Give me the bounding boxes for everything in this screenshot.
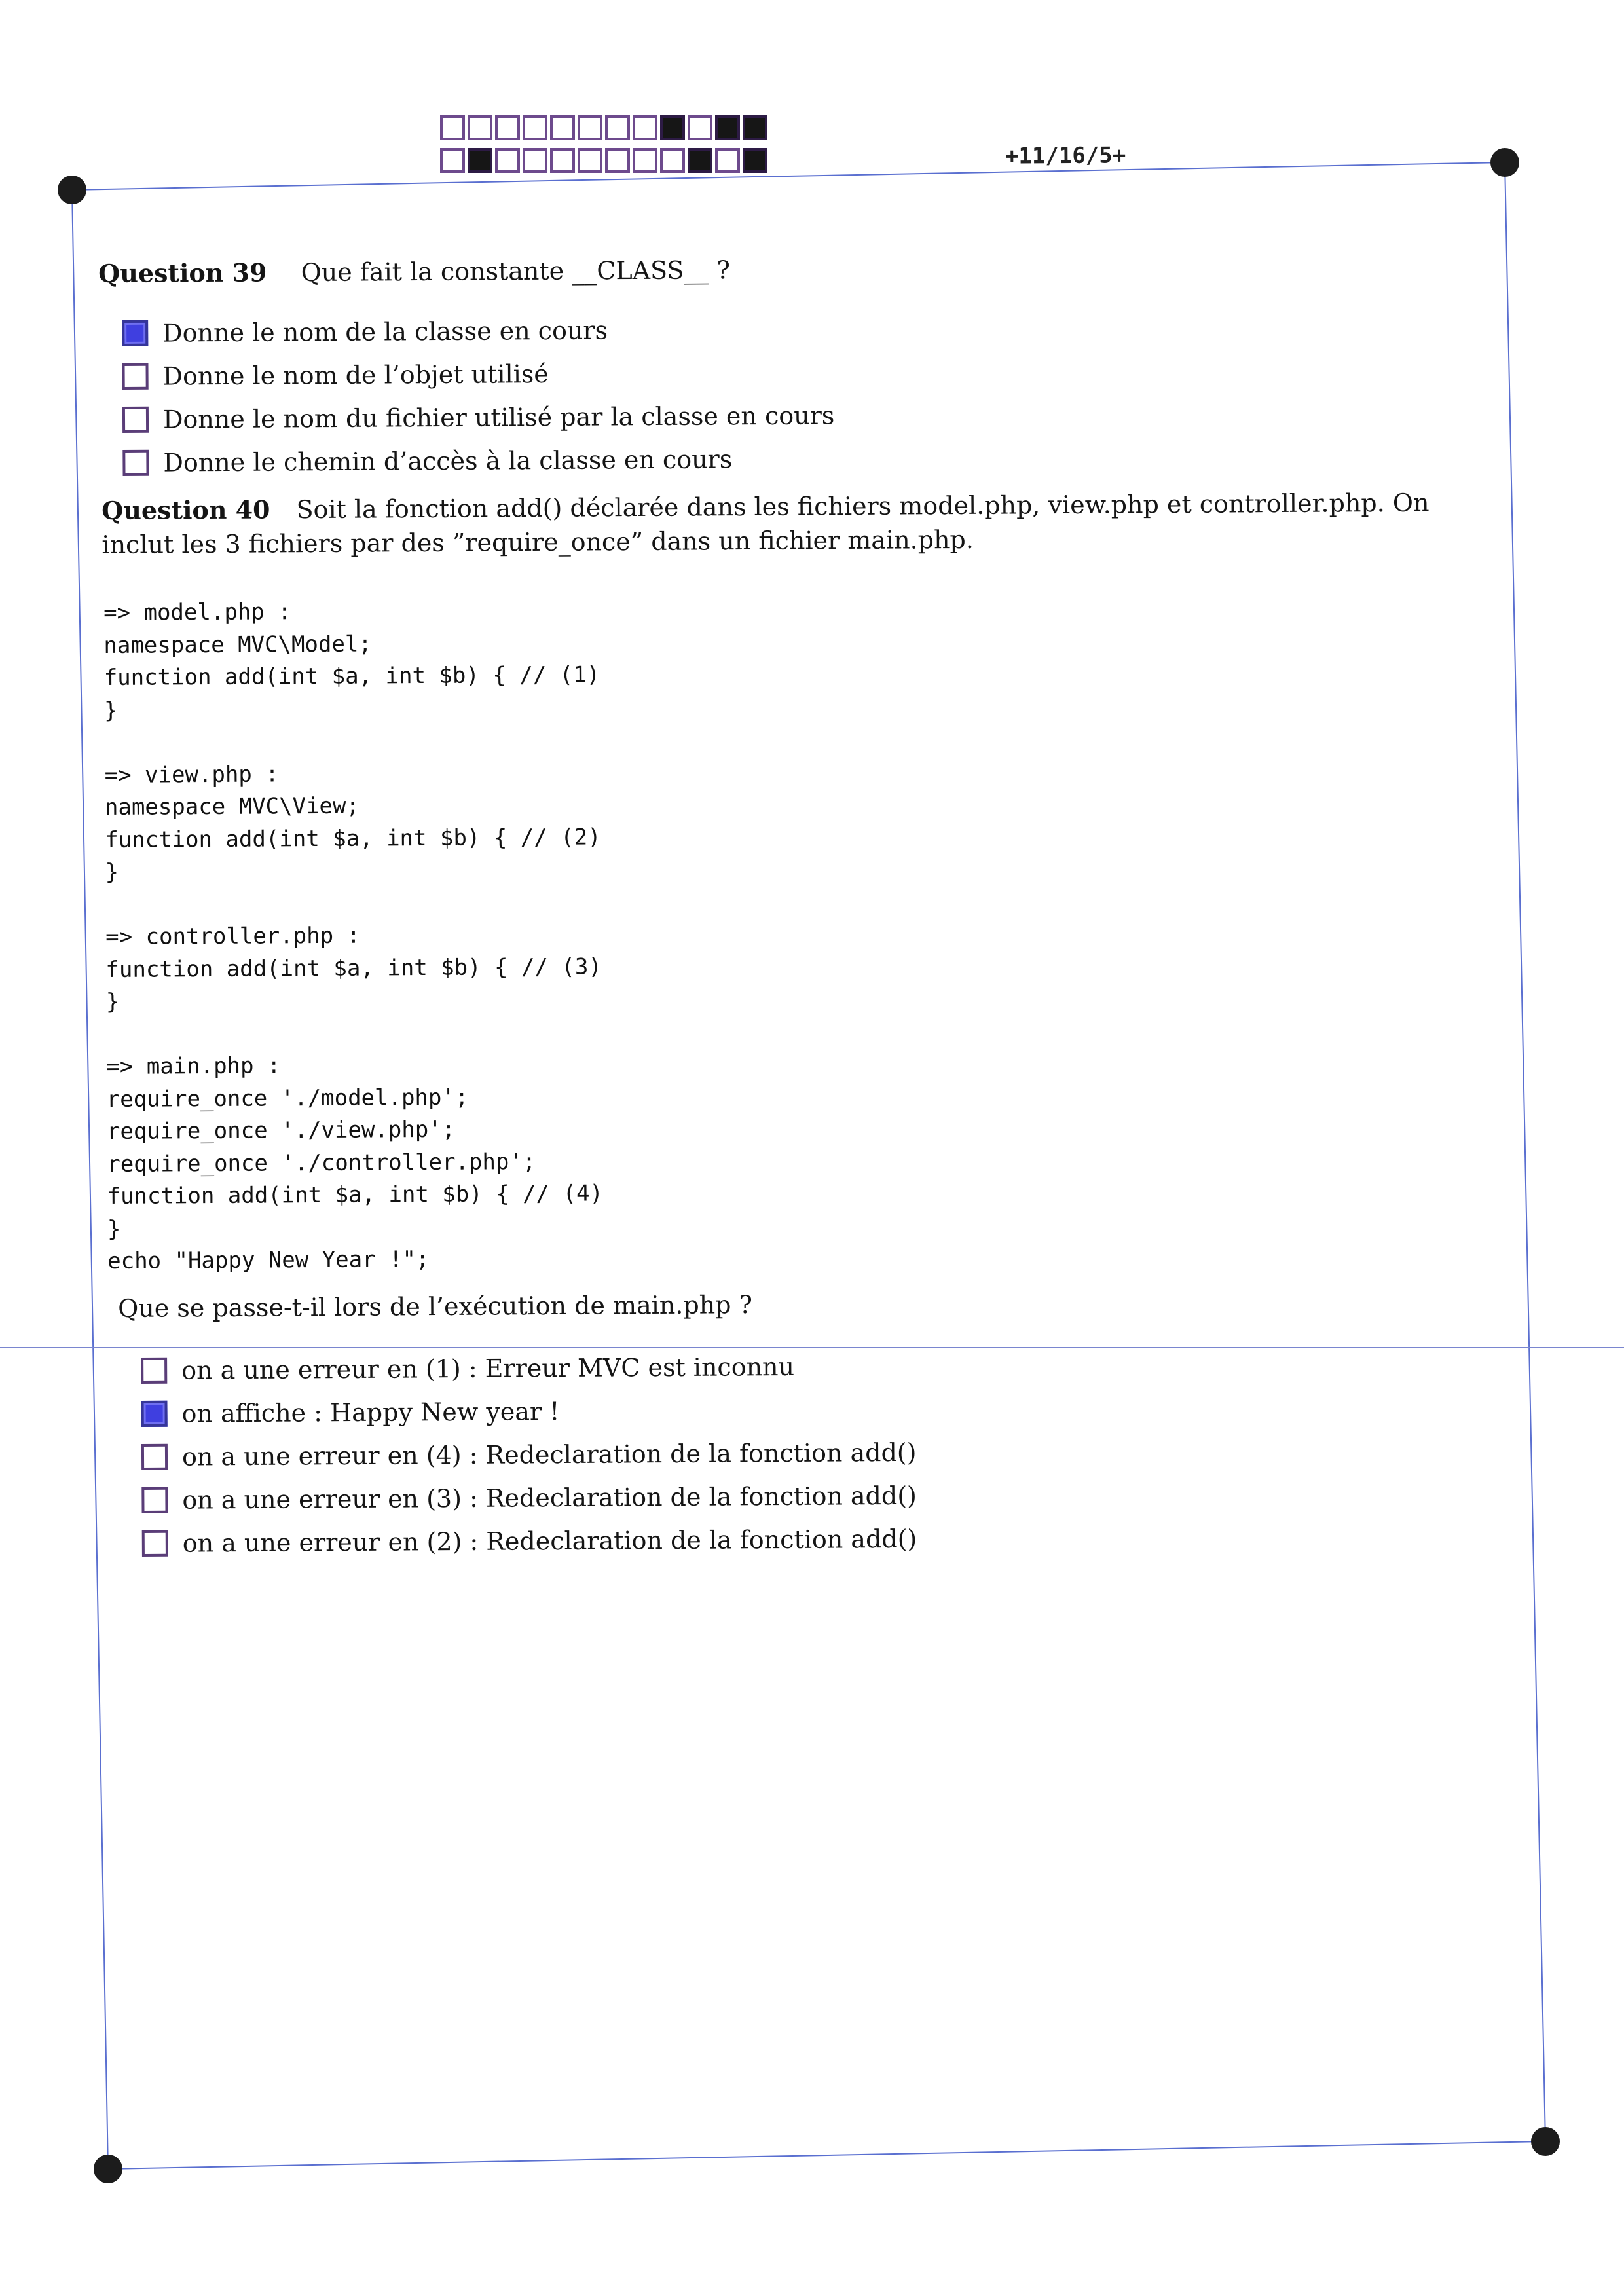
code-cell — [468, 148, 492, 173]
question-text: Que fait la constante __CLASS__ ? — [301, 255, 731, 287]
answer-choice-text: on a une erreur en (4) : Redeclaration de la fonction add() — [181, 1437, 917, 1472]
checked-checkbox[interactable] — [141, 1401, 167, 1427]
answer-choice[interactable] — [122, 350, 834, 398]
code-cell — [605, 115, 630, 140]
code-cell — [605, 148, 630, 173]
checkbox[interactable] — [122, 407, 149, 433]
question-label: Question 40 — [101, 494, 270, 525]
question-40-choices — [141, 1344, 917, 1565]
checkbox[interactable] — [141, 1444, 168, 1470]
question-39-choices — [122, 307, 835, 485]
frame-top-line — [72, 162, 1505, 190]
answer-choice[interactable] — [122, 437, 835, 485]
code-cell — [550, 115, 575, 140]
code-cell — [743, 115, 767, 140]
code-cell — [660, 148, 685, 173]
checkbox[interactable] — [122, 363, 148, 390]
checked-checkbox[interactable] — [122, 320, 148, 346]
code-cell — [688, 148, 712, 173]
answer-choice-text: Donne le chemin d’accès à la classe en cours — [163, 445, 733, 477]
checkbox[interactable] — [141, 1358, 167, 1384]
question-text: Soit la fonction add() déclarée dans les fichiers model.php, view.php et controller.php. On inclut les 3 fichiers par des ”require_once” dans un fichier main.php. — [101, 488, 1430, 559]
corner-marker-bottom-left — [94, 2155, 122, 2183]
code-cell — [440, 148, 465, 173]
code-cell — [495, 148, 520, 173]
corner-marker-top-left — [58, 176, 86, 204]
answer-choice-text: Donne le nom de l’objet utilisé — [162, 360, 549, 391]
code-cell — [633, 148, 657, 173]
code-cell — [660, 115, 685, 140]
code-cell — [688, 115, 712, 140]
frame-left-line — [72, 190, 108, 2169]
frame-right-line — [1505, 162, 1545, 2141]
code-listing: => model.php : namespace MVC\Model; function add(int $a, int $b) { // (1) } => view.php : namespace MVC\View; function add(int $a, int $b) { // (2) } => controller.php : function add(int $a, int $b) { // (3) } => main.php : require_once './model.php'; require_once './view.php'; require_once './controller.php'; function add(int $a, int $b) { // (4) } echo "Happy New Year !"; — [103, 599, 604, 1274]
frame-bottom-line — [108, 2141, 1545, 2169]
answer-choice-text: on a une erreur en (3) : Redeclaration de la fonction add() — [182, 1481, 917, 1515]
binary-code-row-2 — [440, 148, 770, 173]
code-cell — [633, 115, 657, 140]
answer-choice-text: on a une erreur en (1) : Erreur MVC est inconnu — [181, 1352, 795, 1385]
answer-choice[interactable] — [122, 394, 835, 441]
question-39 — [98, 253, 730, 291]
binary-code-row-1 — [440, 115, 770, 140]
code-cell — [578, 115, 602, 140]
answer-choice-text: on a une erreur en (2) : Redeclaration de la fonction add() — [182, 1524, 917, 1558]
code-cell — [468, 115, 492, 140]
question-followup: Que se passe-t-il lors de l’exécution de main.php ? — [118, 1290, 753, 1323]
answer-choice[interactable] — [141, 1388, 916, 1435]
checkbox[interactable] — [141, 1487, 168, 1513]
answer-choice-text: on affiche : Happy New year ! — [181, 1397, 560, 1428]
corner-marker-top-right — [1490, 148, 1519, 177]
code-cell — [523, 148, 547, 173]
code-cell — [550, 148, 575, 173]
code-cell — [440, 115, 465, 140]
answer-choice[interactable] — [142, 1517, 917, 1565]
question-40 — [101, 485, 1490, 562]
code-cell — [715, 115, 740, 140]
corner-marker-bottom-right — [1531, 2127, 1560, 2156]
answer-choice[interactable] — [141, 1344, 916, 1392]
answer-choice[interactable] — [141, 1474, 917, 1522]
code-cell — [495, 115, 520, 140]
answer-choice-text: Donne le nom du fichier utilisé par la classe en cours — [162, 401, 835, 434]
answer-choice[interactable] — [141, 1431, 917, 1479]
code-cell — [715, 148, 740, 173]
checkbox[interactable] — [142, 1530, 168, 1557]
code-cell — [743, 148, 767, 173]
question-label: Question 39 — [98, 257, 267, 288]
answer-choice[interactable] — [122, 307, 834, 355]
page-id: +11/16/5+ — [1005, 142, 1126, 170]
code-cell — [578, 148, 602, 173]
answer-choice-text: Donne le nom de la classe en cours — [162, 316, 608, 348]
checkbox[interactable] — [122, 450, 149, 476]
code-cell — [523, 115, 547, 140]
